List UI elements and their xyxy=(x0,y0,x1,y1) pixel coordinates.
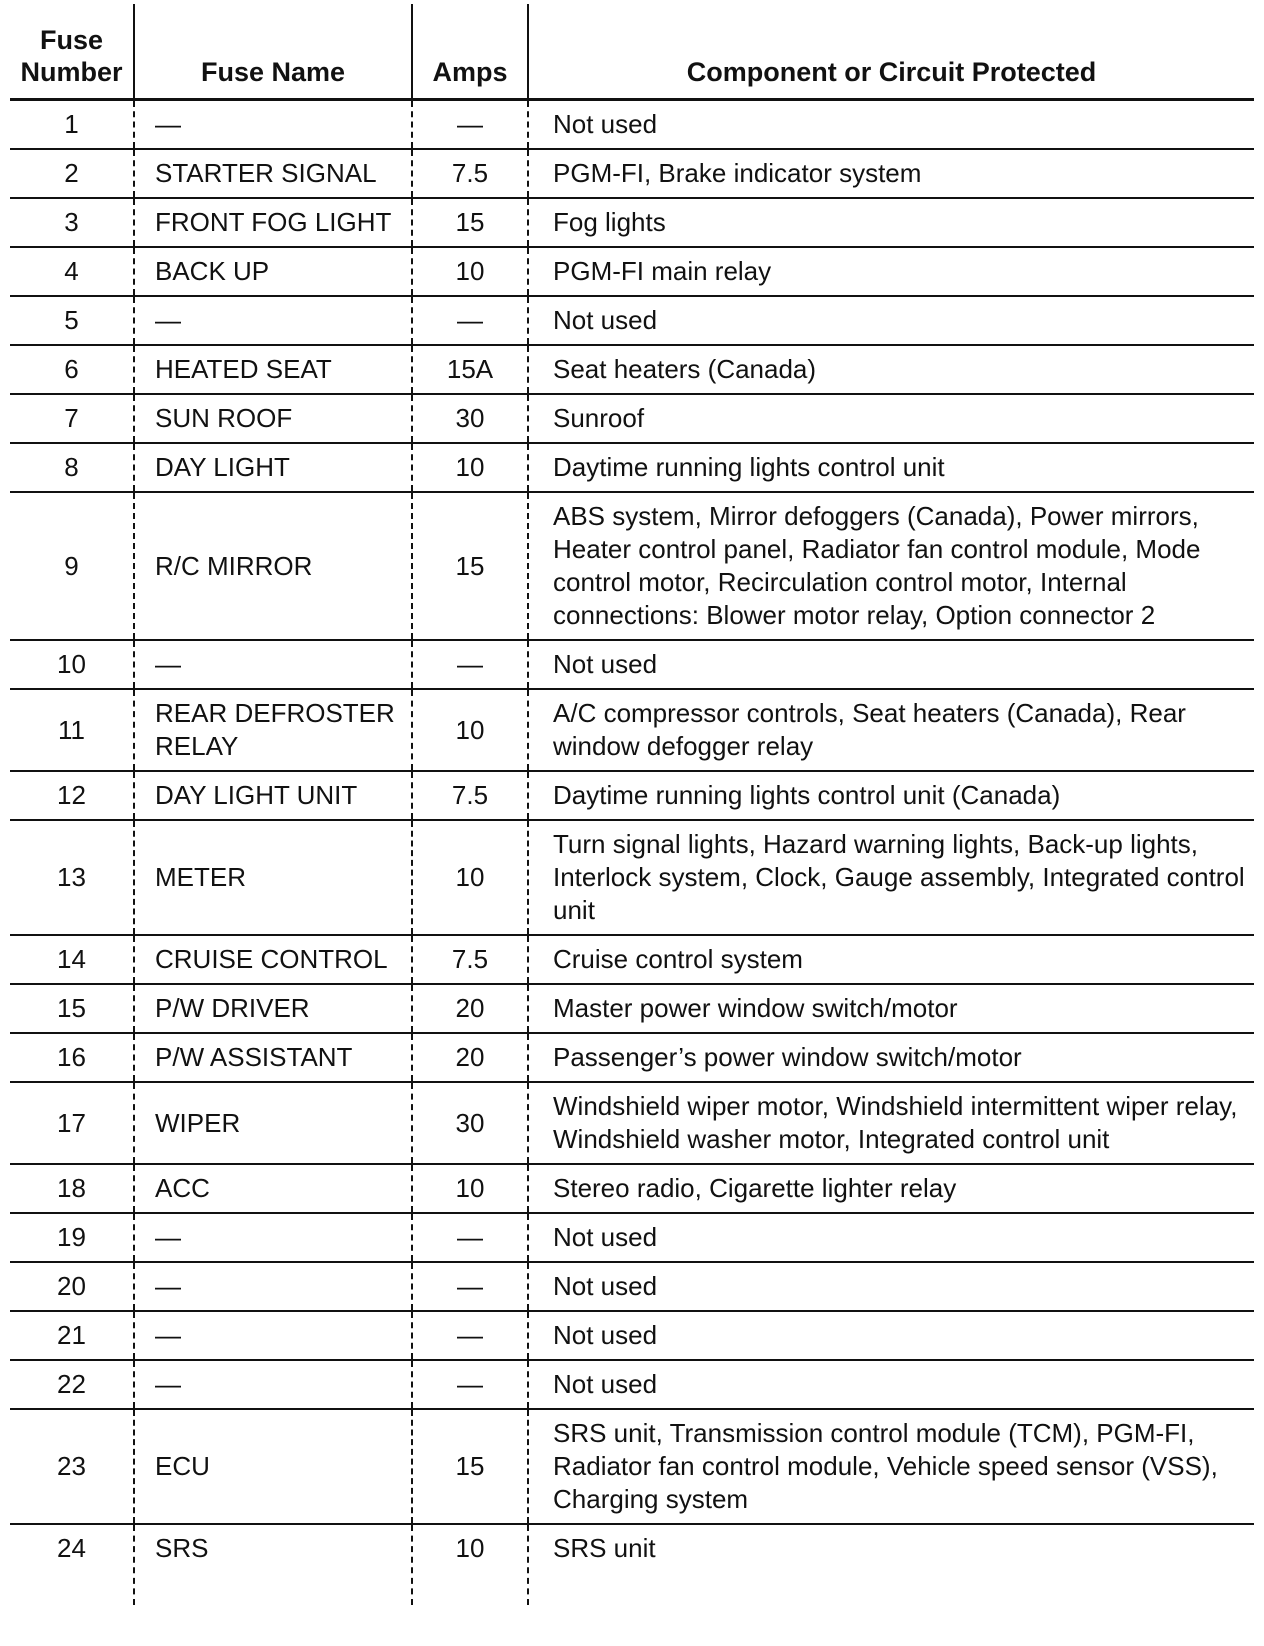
fuse-number-cell: 7 xyxy=(10,394,134,443)
component-cell: Daytime running lights control unit (Canada) xyxy=(528,771,1254,820)
header-amps: Amps xyxy=(412,4,528,100)
table-row xyxy=(10,689,1254,771)
amps-cell: 10 xyxy=(412,443,528,492)
table-row xyxy=(10,1524,1254,1605)
component-cell: Turn signal lights, Hazard warning lights, Back-up lights, Interlock system, Clock, Gauge assembly, Integrated control unit xyxy=(528,820,1254,935)
fuse-number-cell: 3 xyxy=(10,198,134,247)
amps-cell: 7.5 xyxy=(412,771,528,820)
fuse-number-cell: 9 xyxy=(10,492,134,640)
amps-cell: 7.5 xyxy=(412,935,528,984)
amps-cell: 30 xyxy=(412,394,528,443)
amps-cell: 10 xyxy=(412,820,528,935)
component-cell: Daytime running lights control unit xyxy=(528,443,1254,492)
amps-cell: 10 xyxy=(412,689,528,771)
fuse-name-cell: R/C MIRROR xyxy=(134,492,412,640)
header-fuse-name: Fuse Name xyxy=(134,4,412,100)
header-component: Component or Circuit Protected xyxy=(528,4,1254,100)
header-row xyxy=(10,4,1254,100)
table-row xyxy=(10,1164,1254,1213)
amps-cell: — xyxy=(412,1262,528,1311)
component-cell: Windshield wiper motor, Windshield intermittent wiper relay, Windshield washer motor, Integrated control unit xyxy=(528,1082,1254,1164)
component-cell: Not used xyxy=(528,296,1254,345)
amps-cell: 20 xyxy=(412,1033,528,1082)
fuse-name-cell: STARTER SIGNAL xyxy=(134,149,412,198)
amps-cell: — xyxy=(412,1360,528,1409)
table-row xyxy=(10,1213,1254,1262)
fuse-name-cell: P/W ASSISTANT xyxy=(134,1033,412,1082)
amps-cell: 30 xyxy=(412,1082,528,1164)
component-cell: Not used xyxy=(528,1262,1254,1311)
fuse-number-cell: 21 xyxy=(10,1311,134,1360)
table-row xyxy=(10,443,1254,492)
fuse-number-cell: 24 xyxy=(57,1533,86,1563)
fuse-name-cell: — xyxy=(134,640,412,689)
table-row xyxy=(10,1409,1254,1524)
fuse-name-cell: FRONT FOG LIGHT xyxy=(134,198,412,247)
fuse-name-cell: HEATED SEAT xyxy=(134,345,412,394)
component-cell: A/C compressor controls, Seat heaters (Canada), Rear window defogger relay xyxy=(528,689,1254,771)
fuse-name-cell: ECU xyxy=(134,1409,412,1524)
component-cell: Not used xyxy=(528,1311,1254,1360)
fuse-number-cell: 6 xyxy=(10,345,134,394)
component-cell: ABS system, Mirror defoggers (Canada), Power mirrors, Heater control panel, Radiator fan control module, Mode control motor, Recirculation control motor, Internal connections: Blower motor relay, Option connector 2 xyxy=(528,492,1254,640)
fuse-number-cell: 11 xyxy=(10,689,134,771)
component-cell: Sunroof xyxy=(528,394,1254,443)
fuse-name-cell: ACC xyxy=(134,1164,412,1213)
component-cell: Fog lights xyxy=(528,198,1254,247)
table-row xyxy=(10,100,1254,150)
component-cell: PGM-FI main relay xyxy=(528,247,1254,296)
table-row xyxy=(10,394,1254,443)
fuse-name-cell: — xyxy=(134,1360,412,1409)
fuse-table xyxy=(10,4,1254,1605)
fuse-number-cell: 17 xyxy=(10,1082,134,1164)
amps-cell: — xyxy=(412,640,528,689)
fuse-name-cell: DAY LIGHT xyxy=(134,443,412,492)
fuse-number-cell: 12 xyxy=(10,771,134,820)
amps-cell: — xyxy=(412,1311,528,1360)
component-cell: Not used xyxy=(528,640,1254,689)
amps-cell: 15 xyxy=(412,492,528,640)
component-cell: Not used xyxy=(528,1360,1254,1409)
table-row xyxy=(10,820,1254,935)
amps-cell: 15 xyxy=(412,1409,528,1524)
fuse-number-cell: 23 xyxy=(10,1409,134,1524)
table-row xyxy=(10,1262,1254,1311)
table-row xyxy=(10,984,1254,1033)
fuse-name-cell: — xyxy=(134,1213,412,1262)
table-row xyxy=(10,296,1254,345)
amps-cell: 15A xyxy=(412,345,528,394)
amps-cell: — xyxy=(412,100,528,150)
fuse-number-cell: 13 xyxy=(10,820,134,935)
fuse-name-cell: CRUISE CONTROL xyxy=(134,935,412,984)
table-row xyxy=(10,345,1254,394)
table-row xyxy=(10,492,1254,640)
amps-cell: 10 xyxy=(412,1164,528,1213)
fuse-name-cell: REAR DEFROSTER RELAY xyxy=(134,689,412,771)
fuse-number-cell: 18 xyxy=(10,1164,134,1213)
table-row xyxy=(10,247,1254,296)
fuse-number-cell: 15 xyxy=(10,984,134,1033)
fuse-number-cell: 10 xyxy=(10,640,134,689)
component-cell: SRS unit, Transmission control module (TCM), PGM-FI, Radiator fan control module, Vehicle speed sensor (VSS), Charging system xyxy=(528,1409,1254,1524)
component-cell: Not used xyxy=(528,1213,1254,1262)
fuse-name-cell: — xyxy=(134,100,412,150)
component-cell: Cruise control system xyxy=(528,935,1254,984)
fuse-name-cell: SRS xyxy=(134,1524,412,1605)
amps-cell: 20 xyxy=(412,984,528,1033)
fuse-number-cell: 19 xyxy=(10,1213,134,1262)
amps-cell: 10 xyxy=(412,1524,528,1605)
fuse-number-cell: 2 xyxy=(10,149,134,198)
component-cell: SRS unit xyxy=(528,1524,1254,1605)
table-row xyxy=(10,1033,1254,1082)
fuse-name-cell: BACK UP xyxy=(134,247,412,296)
table-row xyxy=(10,198,1254,247)
table-row xyxy=(10,1360,1254,1409)
fuse-number-cell: 16 xyxy=(10,1033,134,1082)
table-body xyxy=(10,100,1254,1606)
fuse-number-cell: 22 xyxy=(10,1360,134,1409)
component-cell: Not used xyxy=(528,100,1254,150)
amps-cell: — xyxy=(412,296,528,345)
table-row xyxy=(10,935,1254,984)
amps-cell: 10 xyxy=(412,247,528,296)
fuse-name-cell: WIPER xyxy=(134,1082,412,1164)
fuse-number-cell: 14 xyxy=(10,935,134,984)
component-cell: Passenger’s power window switch/motor xyxy=(528,1033,1254,1082)
fuse-number-cell: 1 xyxy=(10,100,134,150)
fuse-name-cell: — xyxy=(134,1262,412,1311)
table-row xyxy=(10,1082,1254,1164)
table-row xyxy=(10,149,1254,198)
fuse-number-cell: 4 xyxy=(10,247,134,296)
fuse-number-cell: 20 xyxy=(10,1262,134,1311)
amps-cell: 7.5 xyxy=(412,149,528,198)
component-cell: Master power window switch/motor xyxy=(528,984,1254,1033)
amps-cell: 15 xyxy=(412,198,528,247)
table-row xyxy=(10,1311,1254,1360)
amps-cell: — xyxy=(412,1213,528,1262)
component-cell: Stereo radio, Cigarette lighter relay xyxy=(528,1164,1254,1213)
fuse-number-cell: 8 xyxy=(10,443,134,492)
table-header xyxy=(10,4,1254,100)
table-row xyxy=(10,640,1254,689)
fuse-number-cell: 5 xyxy=(10,296,134,345)
fuse-name-cell: DAY LIGHT UNIT xyxy=(134,771,412,820)
fuse-name-cell: P/W DRIVER xyxy=(134,984,412,1033)
fuse-name-cell: METER xyxy=(134,820,412,935)
fuse-name-cell: SUN ROOF xyxy=(134,394,412,443)
table-row xyxy=(10,771,1254,820)
header-fuse-number: Fuse Number xyxy=(10,4,134,100)
component-cell: Seat heaters (Canada) xyxy=(528,345,1254,394)
component-cell: PGM-FI, Brake indicator system xyxy=(528,149,1254,198)
fuse-name-cell: — xyxy=(134,296,412,345)
fuse-name-cell: — xyxy=(134,1311,412,1360)
